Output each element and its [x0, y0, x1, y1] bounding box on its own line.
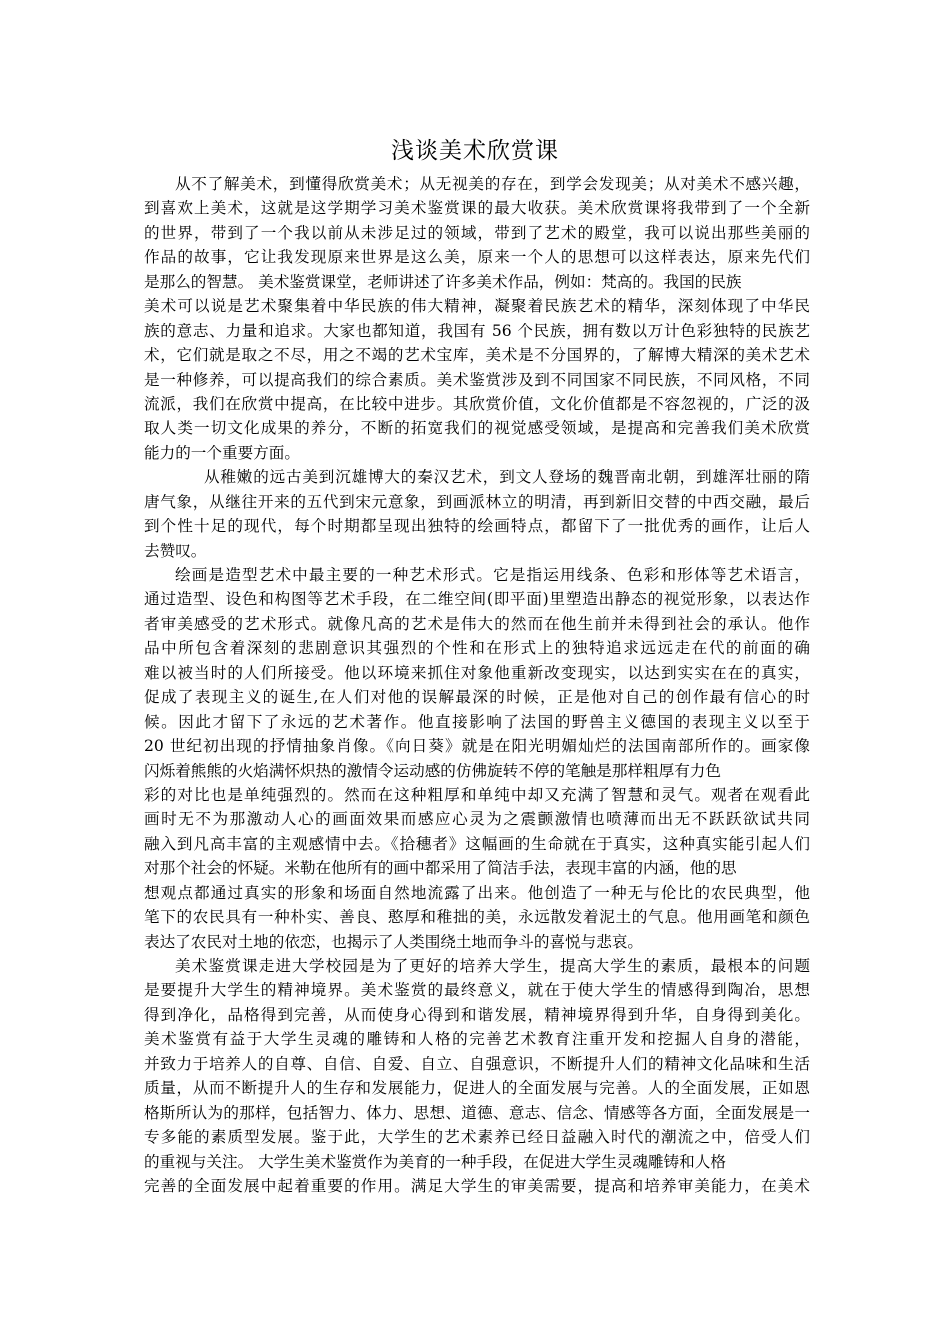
text-line: 到个性十足的现代，每个时期都呈现出独特的绘画特点，都留下了一批优秀的画作，让后人 [144, 517, 810, 536]
text-line: 作品的故事，它让我发现原来世界是这么美，原来一个人的思想可以这样表达，原来先代们 [144, 248, 810, 267]
document-title: 浅谈美术欣赏课 [391, 138, 559, 164]
text-line: 难以被当时的人们所接受。他以环境来抓住对象他重新改变现实，以达到实实在在的真实， [144, 663, 810, 682]
text-line: 美术鉴赏课走进大学校园是为了更好的培养大学生，提高大学生的素质，最根本的问题 [175, 957, 810, 975]
text-line: 去赞叹。 [144, 541, 207, 560]
text-line: 从不了解美术，到懂得欣赏美术；从无视美的存在，到学会发现美；从对美术不感兴趣， [175, 175, 810, 193]
text-line: 通过造型、设色和构图等艺术手段，在二维空间(即平面)里塑造出静态的视觉形象，以表达作 [144, 590, 810, 609]
text-line: 流派，我们在欣赏中提高，在比较中进步。其欣赏价值，文化价值都是不容忽视的，广泛的汲 [144, 394, 810, 413]
text-line: 20 世纪初出现的抒情抽象肖像。《向日葵》就是在阳光明媚灿烂的法国南部所作的。画家像 [144, 737, 810, 756]
text-line: 专多能的素质型发展。鉴于此，大学生的艺术素养已经日益融入时代的潮流之中，倍受人们 [144, 1128, 810, 1147]
text-line: 候。因此才留下了永远的艺术著作。他直接影响了法国的野兽主义德国的表现主义以至于 [144, 712, 810, 731]
text-line: 绘画是造型艺术中最主要的一种艺术形式。它是指运用线条、色彩和形体等艺术语言， [175, 566, 810, 584]
text-line: 品中所包含着深刻的悲剧意识其强烈的个性和在形式上的独特追求远远走在代的前面的确 [144, 639, 810, 658]
text-line: 格斯所认为的那样，包括智力、体力、思想、道德、意志、信念、情感等各方面，全面发展是一 [144, 1103, 810, 1122]
text-line: 美术鉴赏有益于大学生灵魂的雕铸和人格的完善艺术教育注重开发和挖掘人自身的潜能， [144, 1030, 810, 1049]
text-line: 能力的一个重要方面。 [144, 443, 300, 462]
text-line: 想观点都通过真实的形象和场面自然地流露了出来。他创造了一种无与伦比的农民典型，他 [144, 883, 810, 902]
text-line: 唐气象，从继往开来的五代到宋元意象，到画派林立的明清，再到新旧交替的中西交融，最后 [144, 492, 810, 511]
text-line: 是那么的智慧。 美术鉴赏课堂，老师讲述了许多美术作品，例如：梵高的。我国的民族 [144, 272, 742, 291]
text-line: 术，它们就是取之不尽，用之不竭的艺术宝库，美术是不分国界的，了解博大精深的美术艺术 [144, 346, 810, 365]
text-line: 取人类一切文化成果的养分，不断的拓宽我们的视觉感受领域，是提高和完善我们美术欣赏 [144, 419, 810, 438]
text-line: 对那个社会的怀疑。米勒在他所有的画中都采用了简洁手法，表现丰富的内涵，他的思 [144, 859, 737, 878]
text-line: 从稚嫩的远古美到沉雄博大的秦汉艺术，到文人登场的魏晋南北朝，到雄浑壮丽的隋 [204, 468, 810, 487]
text-line: 表达了农民对土地的依恋，也揭示了人类围绕土地而争斗的喜悦与悲哀。 [144, 932, 644, 951]
text-line: 画时无不为那激动人心的画面效果而感应心灵为之震颤激情也喷薄而出无不跃跃欲试共同 [144, 810, 810, 829]
document-body [144, 172, 810, 1198]
text-line: 是要提升大学生的精神境界。美术鉴赏的最终意义，就在于使大学生的情感得到陶冶，思想 [144, 981, 810, 1000]
text-line: 者审美感受的艺术形式。就像凡高的艺术是伟大的然而在他生前并未得到社会的承认。他作 [144, 614, 810, 633]
text-line: 得到净化，品格得到完善，从而使身心得到和谐发展，精神境界得到升华，自身得到美化。 [144, 1005, 810, 1024]
text-line: 美术可以说是艺术聚集着中华民族的伟大精神，凝聚着民族艺术的精华，深刻体现了中华民 [144, 297, 810, 316]
text-line: 闪烁着熊熊的火焰满怀炽热的激情令运动感的仿佛旋转不停的笔触是那样粗厚有力色 [144, 761, 721, 780]
text-line: 的世界，带到了一个我以前从未涉足过的领域，带到了艺术的殿堂，我可以说出那些美丽的 [144, 223, 810, 242]
text-line: 到喜欢上美术，这就是这学期学习美术鉴赏课的最大收获。美术欣赏课将我带到了一个全新 [144, 199, 810, 218]
text-line: 并致力于培养人的自尊、自信、自爱、自立、自强意识，不断提升人们的精神文化品味和生活 [144, 1054, 810, 1073]
text-line: 完善的全面发展中起着重要的作用。满足大学生的审美需要，提高和培养审美能力，在美术 [144, 1176, 810, 1195]
text-line: 族的意志、力量和追求。大家也都知道，我国有 56 个民族，拥有数以万计色彩独特的民族艺 [144, 321, 810, 340]
text-line: 彩的对比也是单纯强烈的。然而在这种粗厚和单纯中却又充满了智慧和灵气。观者在观看此 [144, 785, 810, 804]
text-line: 质量，从而不断提升人的生存和发展能力，促进人的全面发展与完善。人的全面发展，正如恩 [144, 1079, 810, 1098]
text-line: 的重视与关注。 大学生美术鉴赏作为美育的一种手段，在促进大学生灵魂雕铸和人格 [144, 1152, 726, 1171]
text-line: 促成了表现主义的诞生,在人们对他的误解最深的时候，正是他对自己的创作最有信心的时 [144, 688, 810, 707]
text-line: 笔下的农民具有一种朴实、善良、憨厚和稚拙的美，永远散发着泥土的气息。他用画笔和颜色 [144, 908, 810, 927]
text-line: 融入到凡高丰富的主观感情中去。《拾穗者》这幅画的生命就在于真实，这种真实能引起人们 [144, 834, 810, 853]
text-line: 是一种修养，可以提高我们的综合素质。美术鉴赏涉及到不同国家不同民族，不同风格，不同 [144, 370, 810, 389]
